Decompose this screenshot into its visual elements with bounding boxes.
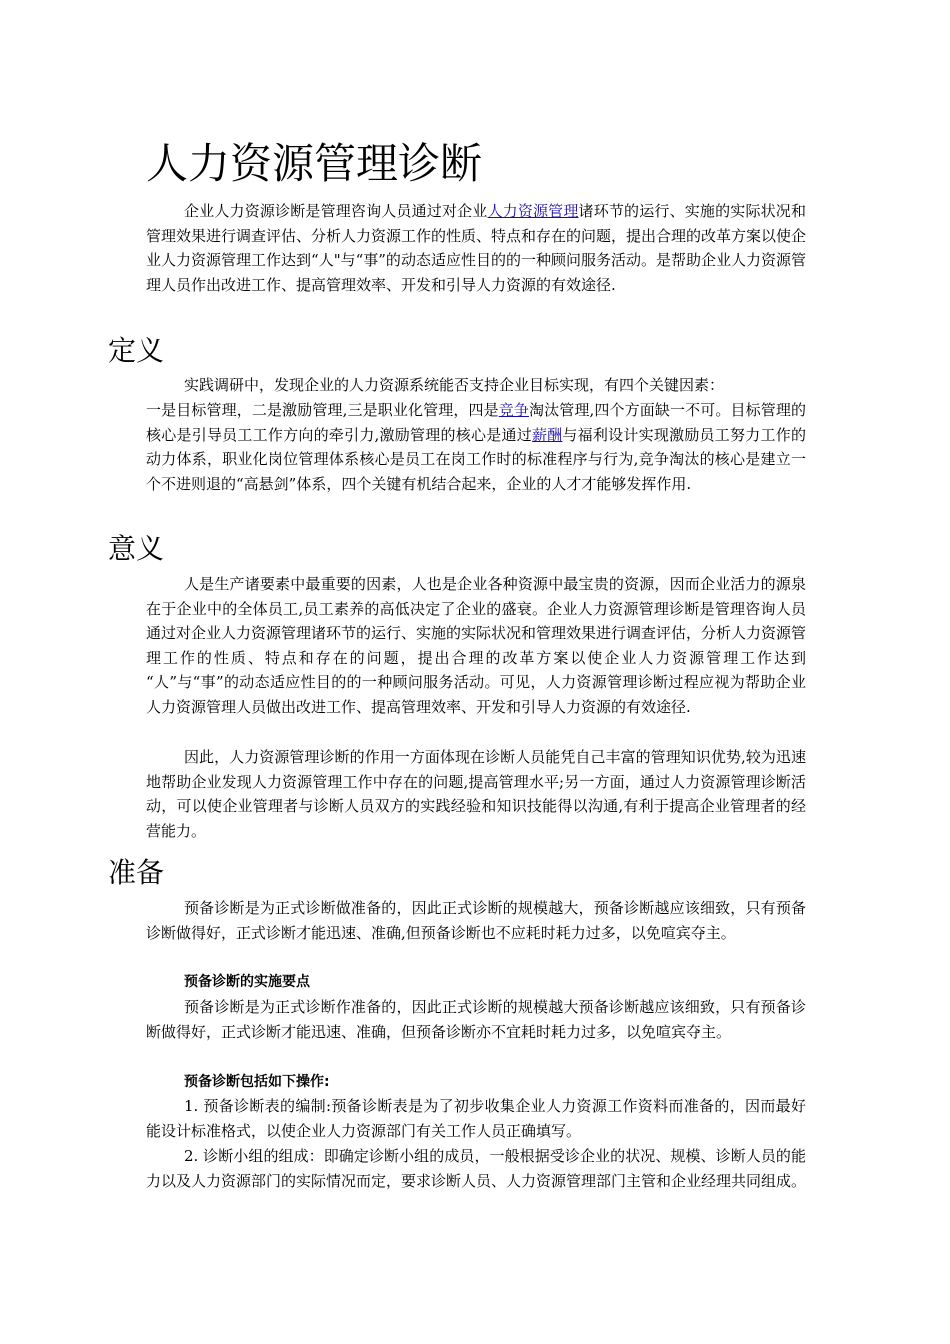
significance-paragraph-2: 因此，人力资源管理诊断的作用一方面体现在诊断人员能凭自己丰富的管理知识优势,较为迅速地帮助企业发现人力资源管理工作中存在的问题,提高管理水平;另一方面，通过人力资源管理诊断活动，可以使企业管理者与诊断人员双方的实践经验和知识技能得以沟通,有利于提高企业管理者的经营能力。: [146, 748, 806, 840]
definition-text-before-link: 一是目标管理，二是激励管理,三是职业化管理，四是: [146, 401, 499, 419]
preparation-paragraph-2: 预备诊断是为正式诊断作准备的，因此正式诊断的规模越大预备诊断越应该细致，只有预备诊断做得好，正式诊断才能迅速、准确，但预备诊断亦不宜耗时耗力过多，以免喧宾夺主。: [146, 998, 806, 1041]
intro-paragraph: [146, 199, 806, 297]
subheading-implementation-points: 预备诊断的实施要点: [184, 974, 310, 990]
heading-preparation: 准备: [108, 856, 165, 889]
operation-item-1: 1. 预备诊断表的编制:预备诊断表是为了初步收集企业人力资源工作资料而准备的，因而最好能设计标准格式，以使企业人力资源部门有关工作人员正确填写。: [146, 1097, 806, 1140]
competition-link[interactable]: 竞争: [498, 401, 529, 419]
salary-link[interactable]: 薪酬: [531, 425, 563, 444]
hr-management-link[interactable]: 人力资源管理: [487, 202, 579, 220]
operation-item-2: 2. 诊断小组的组成：即确定诊断小组的成员，一般根据受诊企业的状况、规模、诊断人员的能力以及人力资源部门的实际情况而定，要求诊断人员、人力资源管理部门主管和企业经理共同组成。: [146, 1147, 807, 1190]
preparation-paragraph-1: 预备诊断是为正式诊断做准备的，因此正式诊断的规模越大，预备诊断越应该细致，只有预备诊断做得好，正式诊断才能迅速、准确,但预备诊断也不应耗时耗力过多，以免喧宾夺主。: [146, 899, 806, 942]
significance-paragraph-1: 人是生产诸要素中最重要的因素，人也是企业各种资源中最宝贵的资源，因而企业活力的源泉在于企业中的全体员工,员工素养的高低决定了企业的盛衰。企业人力资源管理诊断是管理咨询人员通过对企业人力资源管理诸环节的运行、实施的实际状况和管理效果进行调查评估，分析人力资源管理工作的性质、特点和存在的问题，提出合理的改革方案以使企业人力资源管理工作达到 “人”与“事”的动态适应性目的的一种顾问服务活动。可见，人力资源管理诊断过程应视为帮助企业人力资源管理人员做出改进工作、提高管理效率、开发和引导人力资源的有效途径.: [146, 575, 807, 716]
page-title: 人力资源管理诊断: [146, 139, 483, 188]
definition-intro-line: 实践调研中，发现企业的人力资源系统能否支持企业目标实现，有四个关键因素：: [184, 376, 725, 394]
definition-text-between-links: 淘汰管理,四个方面缺一不可。目标管理的核心是引导员工工作方向的牵引力,激励管理的核心是通过: [146, 401, 806, 444]
intro-text-after-link: 诸环节的运行、实施的实际状况和管理效果进行调查评估、分析人力资源工作的性质、特点和存在的问题，提出合理的改革方案以使企业人力资源管理工作达到“人"与“事”的动态适应性目的的一种顾问服务活动。是帮助企业人力资源管理人员作出改进工作、提高管理效率、开发和引导人力资源的有效途径.: [146, 202, 807, 294]
intro-text-before-link: 企业人力资源诊断是管理咨询人员通过对企业: [184, 202, 488, 220]
heading-significance: 意义: [108, 532, 165, 565]
definition-paragraph: [146, 398, 806, 496]
subheading-operations: 预备诊断包括如下操作:: [184, 1074, 330, 1090]
definition-text-after-link: 与福利设计实现激励员工努力工作的动力体系，职业化岗位管理体系核心是员工在岗工作时的标准程序与行为,竞争淘汰的核心是建立一个不进则退的“高悬剑”体系，四个关键有机结合起来，企业的人才才能够发挥作用.: [146, 425, 806, 493]
heading-definition: 定义: [108, 334, 165, 367]
